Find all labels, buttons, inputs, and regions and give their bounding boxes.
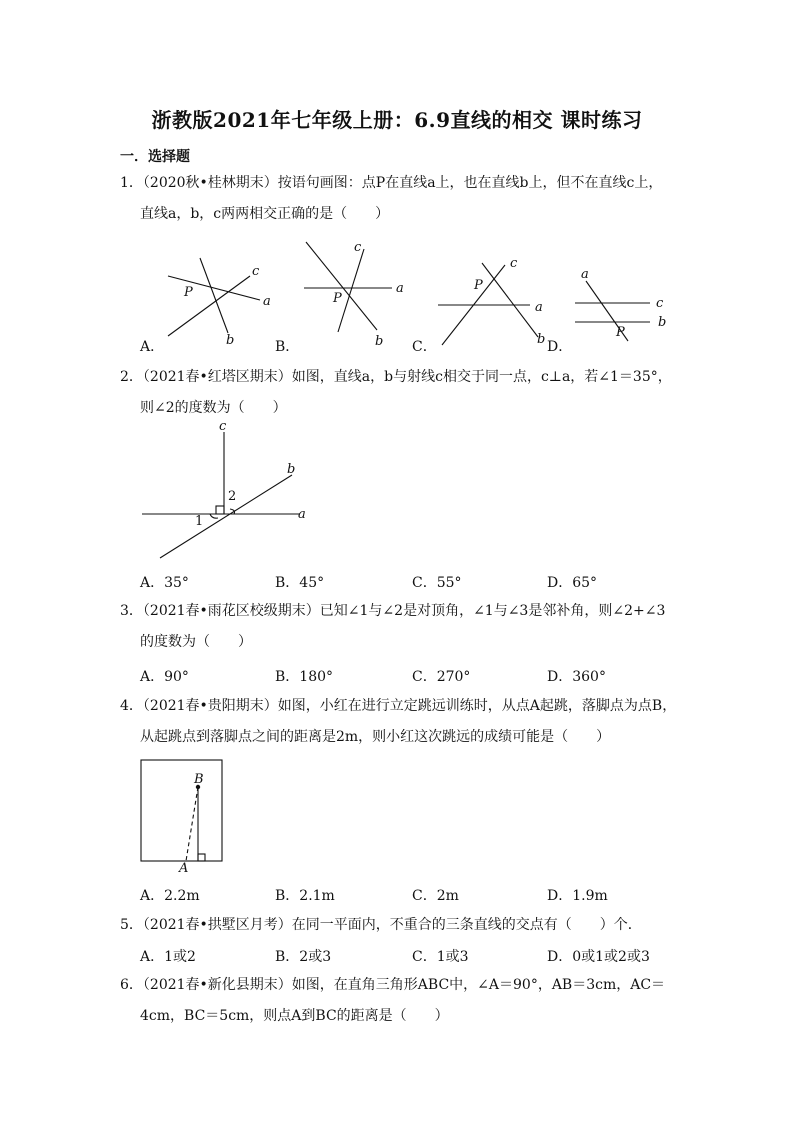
q2-option-b[interactable]: B．45° [275, 575, 325, 591]
question-4-line-1: 4．（2021春•贵阳期末）如图，小红在进行立定跳远训练时，从点A起跳，落脚点为点B， [120, 698, 677, 714]
fig-1c-label-a: a [535, 300, 543, 315]
q4-option-a[interactable]: A．2.2m [140, 888, 200, 904]
q3-option-a[interactable]: A．90° [140, 669, 189, 685]
fig-2-label-c: c [219, 419, 227, 434]
question-6 [120, 970, 680, 1032]
fig-2-label-angle-1: 1 [195, 514, 204, 529]
question-2-line-1: 2．（2021春•红塔区期末）如图，直线a，b与射线c相交于同一点，c⊥a，若∠1＝35°， [120, 369, 672, 385]
fig-1d-label-c: c [656, 296, 664, 311]
fig-1d-label-a: a [581, 267, 589, 282]
fig-1c-label-p: P [474, 278, 483, 293]
fig-4-label-b: B [194, 772, 204, 787]
fig-1a-label-c: c [252, 264, 260, 279]
question-1 [120, 168, 680, 230]
q5-option-a[interactable]: A．1或2 [140, 949, 196, 965]
fig-1b-label-a: a [396, 281, 404, 296]
question-4-options [0, 885, 794, 903]
question-2-options [0, 572, 794, 590]
question-3-line-2: 的度数为（ ） [140, 634, 252, 650]
q5-option-b[interactable]: B．2或3 [275, 949, 332, 965]
question-1-line-1: 1．（2020秋•桂林期末）按语句画图：点P在直线a上，也在直线b上，但不在直线c上， [120, 175, 663, 191]
q2-option-d[interactable]: D．65° [547, 575, 598, 591]
q3-option-b[interactable]: B．180° [275, 669, 334, 685]
fig-1b-label-c: c [354, 240, 362, 255]
question-4-figure [135, 754, 235, 876]
fig-1c-label-c: c [510, 256, 518, 271]
fig-2-label-b: b [287, 462, 296, 477]
q1-option-b[interactable]: B． [275, 339, 300, 355]
fig-2-label-angle-2: 2 [228, 489, 237, 504]
question-5-line-1: 5．（2021春•拱墅区月考）在同一平面内，不重合的三条直线的交点有（ ）个． [120, 917, 642, 933]
q3-option-d[interactable]: D．360° [547, 669, 606, 685]
question-6-line-2: 4cm，BC＝5cm，则点A到BC的距离是（ ） [140, 1008, 449, 1024]
q5-option-d[interactable]: D．0或1或2或3 [547, 949, 650, 965]
question-3 [120, 596, 680, 658]
document-title: 浙教版2021年七年级上册：6.9直线的相交 课时练习 [151, 108, 643, 132]
figure-1a [168, 258, 271, 348]
question-4-line-2: 从起跳点到落脚点之间的距离是2m，则小红这次跳远的成绩可能是（ ） [140, 729, 611, 745]
question-1-options [0, 336, 794, 354]
question-2-line-2: 则∠2的度数为（ ） [140, 400, 287, 416]
section-heading: 一．选择题 [120, 149, 190, 165]
q4-option-c[interactable]: C．2m [412, 888, 459, 904]
fig-1a-label-a: a [263, 294, 271, 309]
q2-option-a[interactable]: A．35° [140, 575, 189, 591]
fig-2-label-a: a [298, 507, 306, 522]
q1-option-a[interactable]: A． [140, 339, 165, 355]
question-3-options [0, 666, 794, 684]
question-2 [120, 362, 680, 424]
figure-1c [438, 256, 545, 347]
question-5 [120, 910, 680, 941]
question-6-line-1: 6．（2021春•新化县期末）如图，在直角三角形ABC中，∠A＝90°，AB＝3cm，AC＝ [120, 977, 666, 993]
fig-1b-label-p: P [333, 291, 342, 306]
q4-option-b[interactable]: B．2.1m [275, 888, 335, 904]
q1-option-d[interactable]: D． [547, 339, 573, 355]
q1-option-c[interactable]: C． [412, 339, 437, 355]
question-2-figure [130, 418, 330, 566]
fig-1a-label-b: b [226, 333, 235, 348]
q4-option-d[interactable]: D．1.9m [547, 888, 608, 904]
fig-4-label-a: A [179, 861, 189, 876]
fig-1d-label-p: P [616, 325, 625, 340]
q3-option-c[interactable]: C．270° [412, 669, 471, 685]
figure-1b [304, 240, 404, 349]
fig-1b-label-b: b [375, 334, 384, 349]
fig-1d-label-b: b [658, 315, 667, 330]
q2-option-c[interactable]: C．55° [412, 575, 462, 591]
q5-option-c[interactable]: C．1或3 [412, 949, 469, 965]
question-5-options [0, 946, 794, 964]
figure-1d [575, 267, 666, 341]
question-4 [120, 691, 680, 753]
fig-1a-label-p: P [184, 285, 193, 300]
question-3-line-1: 3．（2021春•雨花区校级期末）已知∠1与∠2是对顶角，∠1与∠3是邻补角，则∠2+∠3 [120, 603, 666, 619]
fig-1c-label-b: b [537, 332, 546, 347]
question-1-line-2: 直线a，b，c两两相交正确的是（ ） [140, 206, 390, 222]
